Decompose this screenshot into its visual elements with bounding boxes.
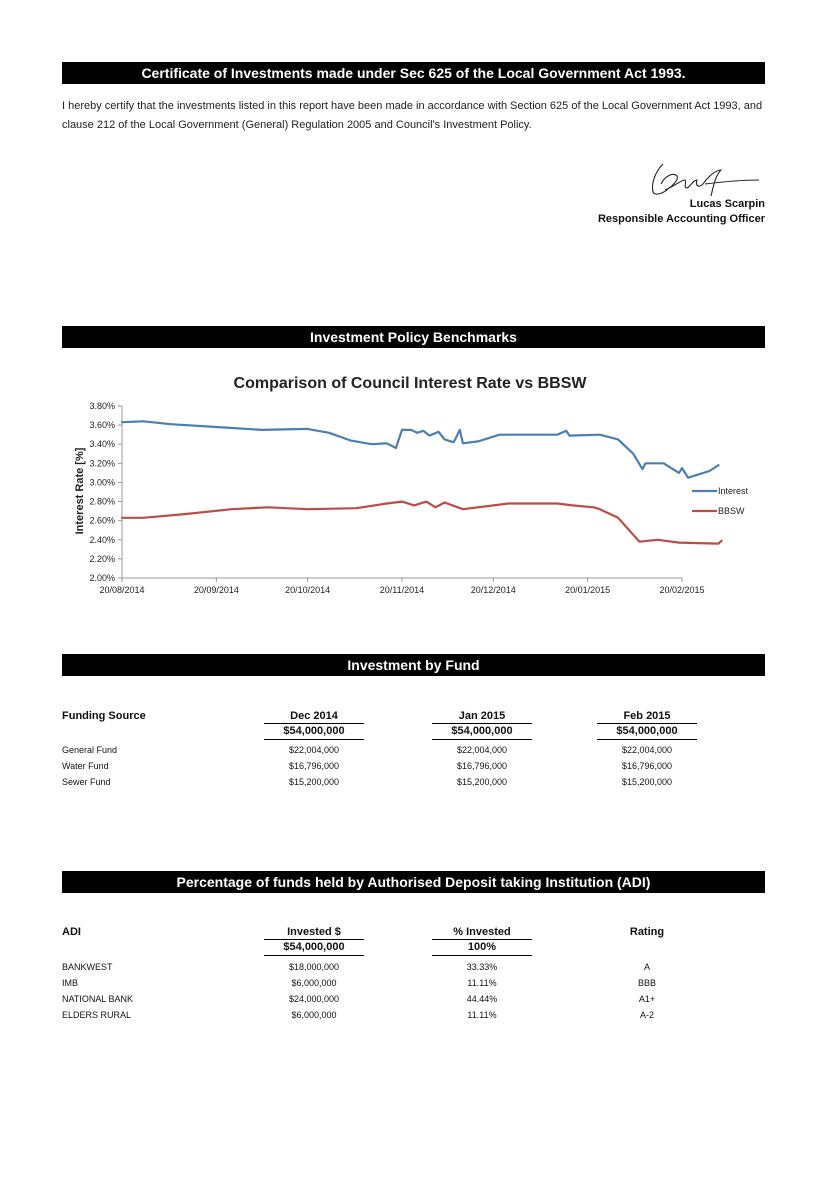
y-tick-label: 3.20% — [89, 458, 115, 469]
fund-heading: Investment by Fund — [62, 654, 765, 676]
y-tick-label: 2.20% — [89, 553, 115, 564]
y-tick-label: 3.00% — [89, 477, 115, 488]
adi-invested-cell: $18,000,000 — [288, 962, 340, 972]
y-tick-label: 2.00% — [89, 573, 115, 583]
adi-percent-cell: 11.11% — [467, 978, 497, 988]
interest-chart — [62, 366, 765, 606]
signer-role: Responsible Accounting Officer — [597, 213, 765, 225]
x-tick-label: 20/10/2014 — [285, 585, 331, 595]
fund-cell: $15,200,000 — [456, 777, 508, 787]
adi-rating-header: Rating — [629, 926, 665, 938]
adi-rating-cell: A-2 — [639, 1010, 654, 1020]
fund-col-header: Feb 2015 — [623, 710, 671, 722]
y-tick-label: 3.40% — [89, 439, 115, 450]
fund-col-header: Dec 2014 — [290, 710, 338, 722]
adi-invested-cell: $6,000,000 — [291, 978, 337, 988]
fund-col-total: $54,000,000 — [597, 723, 697, 740]
series-line-interest — [122, 421, 719, 477]
adi-header: ADI — [62, 926, 81, 938]
fund-cell: $16,796,000 — [288, 761, 340, 771]
benchmarks-heading: Investment Policy Benchmarks — [62, 326, 765, 348]
adi-percent-total: 100% — [432, 939, 532, 956]
y-tick-label: 3.60% — [89, 420, 115, 431]
x-tick-label: 20/01/2015 — [565, 585, 611, 595]
chart-title: Comparison of Council Interest Rate vs BBSW — [233, 375, 587, 392]
adi-row-name: ELDERS RURAL — [62, 1010, 132, 1020]
x-tick-label: 20/08/2014 — [99, 585, 145, 595]
fund-col-header: Jan 2015 — [458, 710, 506, 722]
adi-row-name: BANKWEST — [62, 962, 113, 972]
chart-y-axis-label: Interest Rate [%] — [74, 447, 86, 535]
fund-col-total: $54,000,000 — [432, 723, 532, 740]
fund-cell: $22,004,000 — [621, 745, 673, 755]
chart-axes — [89, 401, 704, 595]
y-tick-label: 2.40% — [89, 534, 115, 545]
y-tick-label: 2.60% — [89, 515, 115, 526]
y-tick-label: 2.80% — [89, 496, 115, 507]
signature-block — [560, 158, 765, 233]
y-tick-label: 3.80% — [89, 401, 115, 411]
x-tick-label: 20/02/2015 — [659, 585, 705, 595]
fund-cell: $22,004,000 — [456, 745, 508, 755]
adi-row-name: NATIONAL BANK — [62, 994, 134, 1004]
fund-cell: $16,796,000 — [621, 761, 673, 771]
fund-cell: $15,200,000 — [288, 777, 340, 787]
certificate-text: I hereby certify that the investments listed in this report have been made in accordance with Section 625 of the Local Government Act 1993, and clause 212 of the Local Government (General) Regulation 2005 and Council's Investment Policy. — [62, 100, 763, 131]
adi-rating-cell: A1+ — [638, 994, 656, 1004]
series-line-bbsw — [122, 502, 722, 544]
adi-percent-cell: 33.33% — [466, 962, 498, 972]
adi-heading: Percentage of funds held by Authorised Deposit taking Institution (ADI) — [62, 871, 765, 893]
x-tick-label: 20/09/2014 — [193, 585, 239, 595]
fund-source-header: Funding Source — [62, 710, 146, 722]
adi-invested-total: $54,000,000 — [264, 939, 364, 956]
adi-invested-cell: $24,000,000 — [288, 994, 340, 1004]
adi-rating-cell: A — [643, 962, 650, 972]
adi-row-name: IMB — [62, 978, 79, 988]
adi-percent-cell: 44.44% — [466, 994, 498, 1004]
x-tick-label: 20/12/2014 — [470, 585, 516, 595]
fund-row-name: Sewer Fund — [62, 777, 111, 787]
fund-cell: $16,796,000 — [456, 761, 508, 771]
fund-cell: $15,200,000 — [621, 777, 673, 787]
certificate-heading: Certificate of Investments made under Sec 625 of the Local Government Act 1993. — [62, 62, 765, 84]
signer-name: Lucas Scarpin — [689, 198, 765, 210]
chart-lines — [122, 421, 722, 543]
legend-label: BBSW — [718, 506, 745, 516]
adi-rating-cell: BBB — [637, 978, 656, 988]
adi-percent-cell: 11.11% — [467, 1010, 497, 1020]
legend-label: Interest — [718, 486, 749, 496]
fund-col-total: $54,000,000 — [264, 723, 364, 740]
interest-chart-svg — [62, 366, 765, 606]
fund-cell: $22,004,000 — [288, 745, 340, 755]
fund-row-name: Water Fund — [62, 761, 109, 771]
chart-legend — [692, 486, 749, 516]
signature-image — [635, 158, 765, 203]
adi-invested-cell: $6,000,000 — [291, 1010, 337, 1020]
adi-percent-header: % Invested — [453, 926, 511, 938]
adi-invested-header: Invested $ — [287, 926, 341, 938]
fund-row-name: General Fund — [62, 745, 118, 755]
x-tick-label: 20/11/2014 — [379, 585, 425, 595]
